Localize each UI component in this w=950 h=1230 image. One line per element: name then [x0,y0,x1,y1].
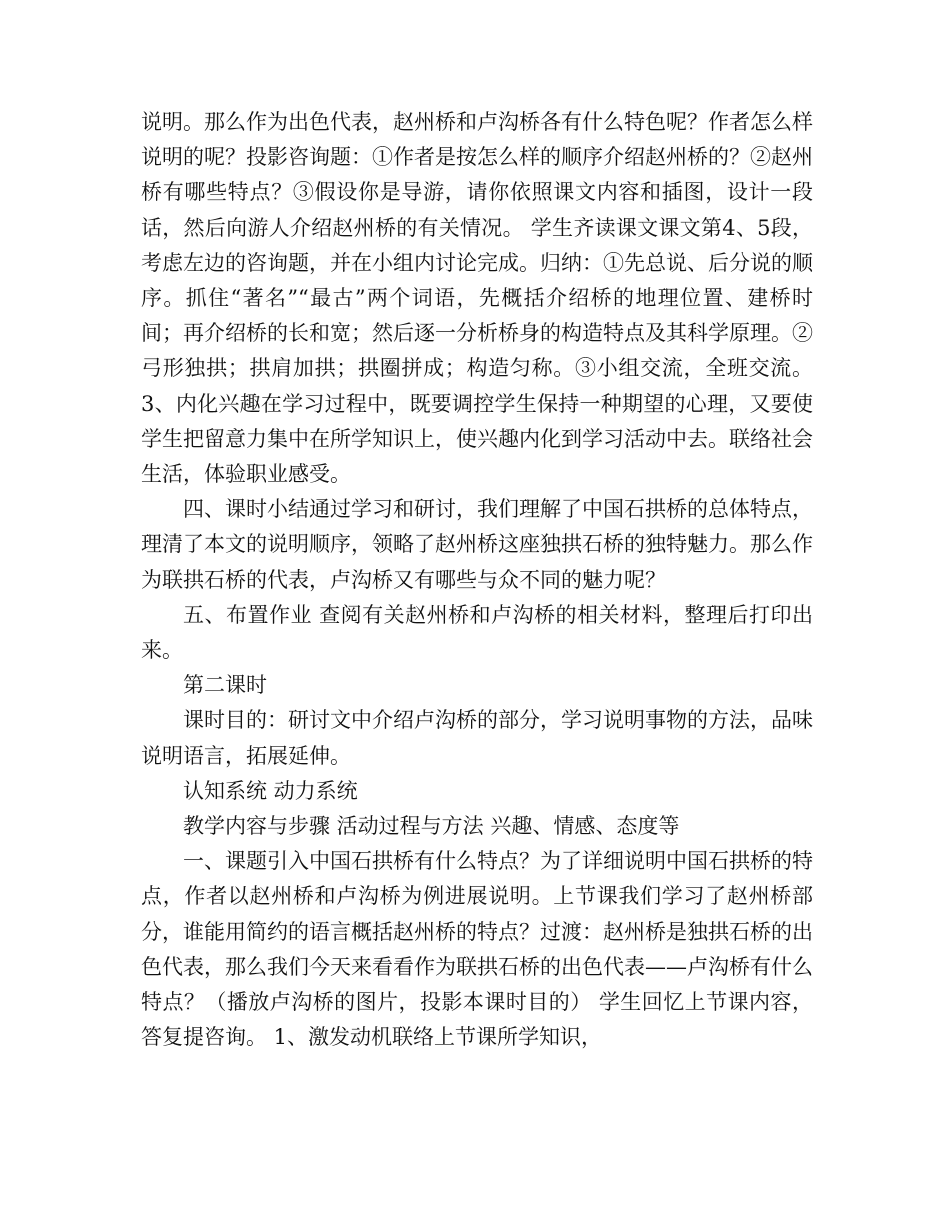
paragraph-topic-introduction: 一、课题引入中国石拱桥有什么特点？为了详细说明中国石拱桥的特点，作者以赵州桥和卢沟桥为例进展说明。上节课我们学习了赵州桥部分，谁能用简约的语言概括赵州桥的特点？过渡：赵州桥是独拱石桥的出色代表，那么我们今天来看看作为联拱石桥的出色代表——卢沟桥有什么特点？（播放卢沟桥的图片，投影本课时目的） 学生回忆上节课内容，答复提咨询。 1、激发动机联络上节课所学知识， [141,849,813,1050]
table-header-columns: 教学内容与步骤 活动过程与方法 兴趣、情感、态度等 [183,814,680,839]
paragraph-zhaozhou-analysis: 说明。那么作为出色代表，赵州桥和卢沟桥各有什么特色呢？作者怎么样说明的呢？投影咨询题：①作者是按怎么样的顺序介绍赵州桥的？②赵州桥有哪些特点？③假设你是导游，请你依照课文内容和插图，设计一段话，然后向游人介绍赵州桥的有关情况。 学生齐读课文课文第4、5段，考虑左边的咨询题，并在小组内讨论完成。归纳：①先总说、后分说的顺序。抓住“著名”“最古”两个词语，先概括介绍桥的地理位置、建桥时间；再介绍桥的长和宽；然后逐一分析桥身的构造特点及其科学原理。②弓形独拱；拱肩加拱；拱圈拼成；构造匀称。③小组交流，全班交流。 3、内化兴趣在学习过程中，既要调控学生保持一种期望的心理，又要使学生把留意力集中在所学知识上，使兴趣内化到学习活动中去。联络社会生活，体验职业感受。 [141,110,813,487]
paragraph-lesson-summary: 四、课时小结通过学习和研讨，我们理解了中国石拱桥的总体特点，理清了本文的说明顺序，领略了赵州桥这座独拱石桥的独特魅力。那么作为联拱石桥的代表，卢沟桥又有哪些与众不同的魅力呢？ [141,497,813,592]
paragraph-homework: 五、布置作业 查阅有关赵州桥和卢沟桥的相关材料，整理后打印出来。 [141,602,813,663]
paragraph-lesson-goal: 课时目的：研讨文中介绍卢沟桥的部分，学习说明事物的方法，品味说明语言，拓展延伸。 [141,708,813,768]
table-header-systems: 认知系统 动力系统 [183,778,358,803]
section-heading-second-lesson: 第二课时 [183,673,267,698]
document-page [141,105,813,1055]
